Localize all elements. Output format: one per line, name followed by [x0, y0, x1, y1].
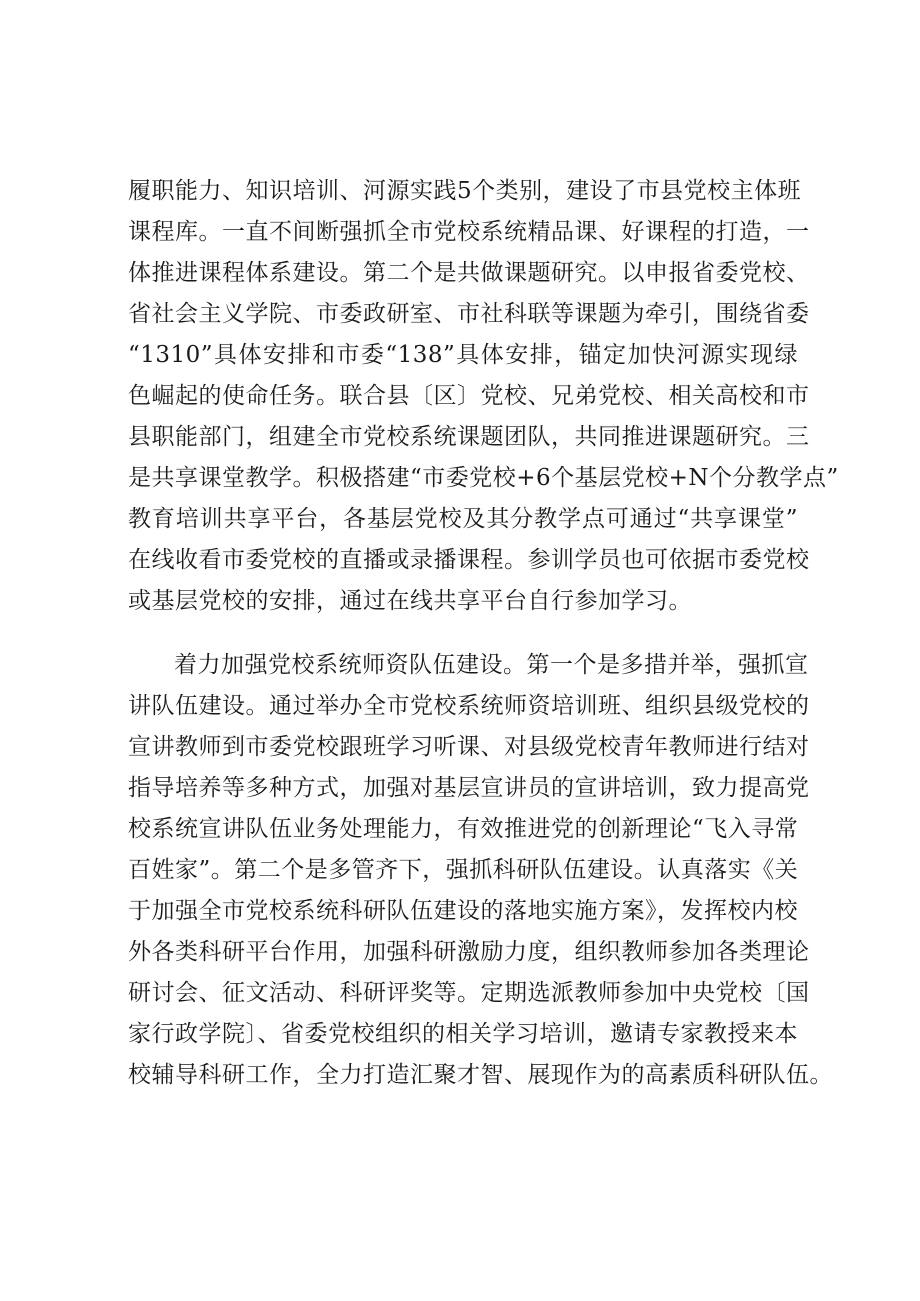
text-line: 外各类科研平台作用，加强科研激励力度，组织教师参加各类理论: [128, 939, 810, 965]
text-line: 省社会主义学院、市委政研室、市社科联等课题为牵引，围绕省委: [128, 301, 810, 327]
text-line: 体推进课程体系建设。第二个是共做课题研究。以申报省委党校、: [128, 260, 810, 286]
text-line: 课程库。一直不间断强抓全市党校系统精品课、好课程的打造，一: [128, 219, 810, 245]
text-line: 讲队伍建设。通过举办全市党校系统师资培训班、组织县级党校的: [128, 693, 810, 719]
paragraph-1: [128, 171, 839, 622]
text-line: 是共享课堂教学。积极搭建“市委党校+6个基层党校+N个分教学点”: [128, 465, 839, 491]
text-line: 于加强全市党校系统科研队伍建设的落地实施方案》，发挥校内校: [128, 898, 798, 924]
text-line: 校辅导科研工作，全力打造汇聚才智、展现作为的高素质科研队伍。: [128, 1062, 833, 1088]
text-line: “1310”具体安排和市委“138”具体安排，锚定加快河源实现绿: [128, 342, 798, 368]
text-line: 指导培养等多种方式，加强对基层宣讲员的宣讲培训，致力提高党: [128, 775, 810, 801]
text-line: 家行政学院〕、省委党校组织的相关学习培训，邀请专家教授来本: [128, 1021, 798, 1047]
text-line: 着力加强党校系统师资队伍建设。第一个是多措并举，强抓宣: [174, 652, 809, 678]
text-line: 百姓家”。第二个是多管齐下，强抓科研队伍建设。认真落实《关: [128, 857, 799, 883]
text-line: 在线收看市委党校的直播或录播课程。参训学员也可依据市委党校: [128, 547, 810, 573]
text-line: 色崛起的使命任务。联合县〔区〕党校、兄弟党校、相关高校和市: [128, 383, 810, 409]
paragraph-2: [128, 645, 833, 1096]
text-line: 或基层党校的安排，通过在线共享平台自行参加学习。: [128, 588, 692, 614]
text-line: 县职能部门，组建全市党校系统课题团队，共同推进课题研究。三: [128, 424, 810, 450]
text-line: 研讨会、征文活动、科研评奖等。定期选派教师参加中央党校〔国: [128, 980, 810, 1006]
text-line: 宣讲教师到市委党校跟班学习听课、对县级党校青年教师进行结对: [128, 734, 810, 760]
text-line: 校系统宣讲队伍业务处理能力，有效推进党的创新理论“飞入寻常: [128, 816, 799, 842]
text-line: 教育培训共享平台，各基层党校及其分教学点可通过“共享课堂”: [128, 506, 798, 532]
text-line: 履职能力、知识培训、河源实践5个类别，建设了市县党校主体班: [128, 178, 802, 204]
